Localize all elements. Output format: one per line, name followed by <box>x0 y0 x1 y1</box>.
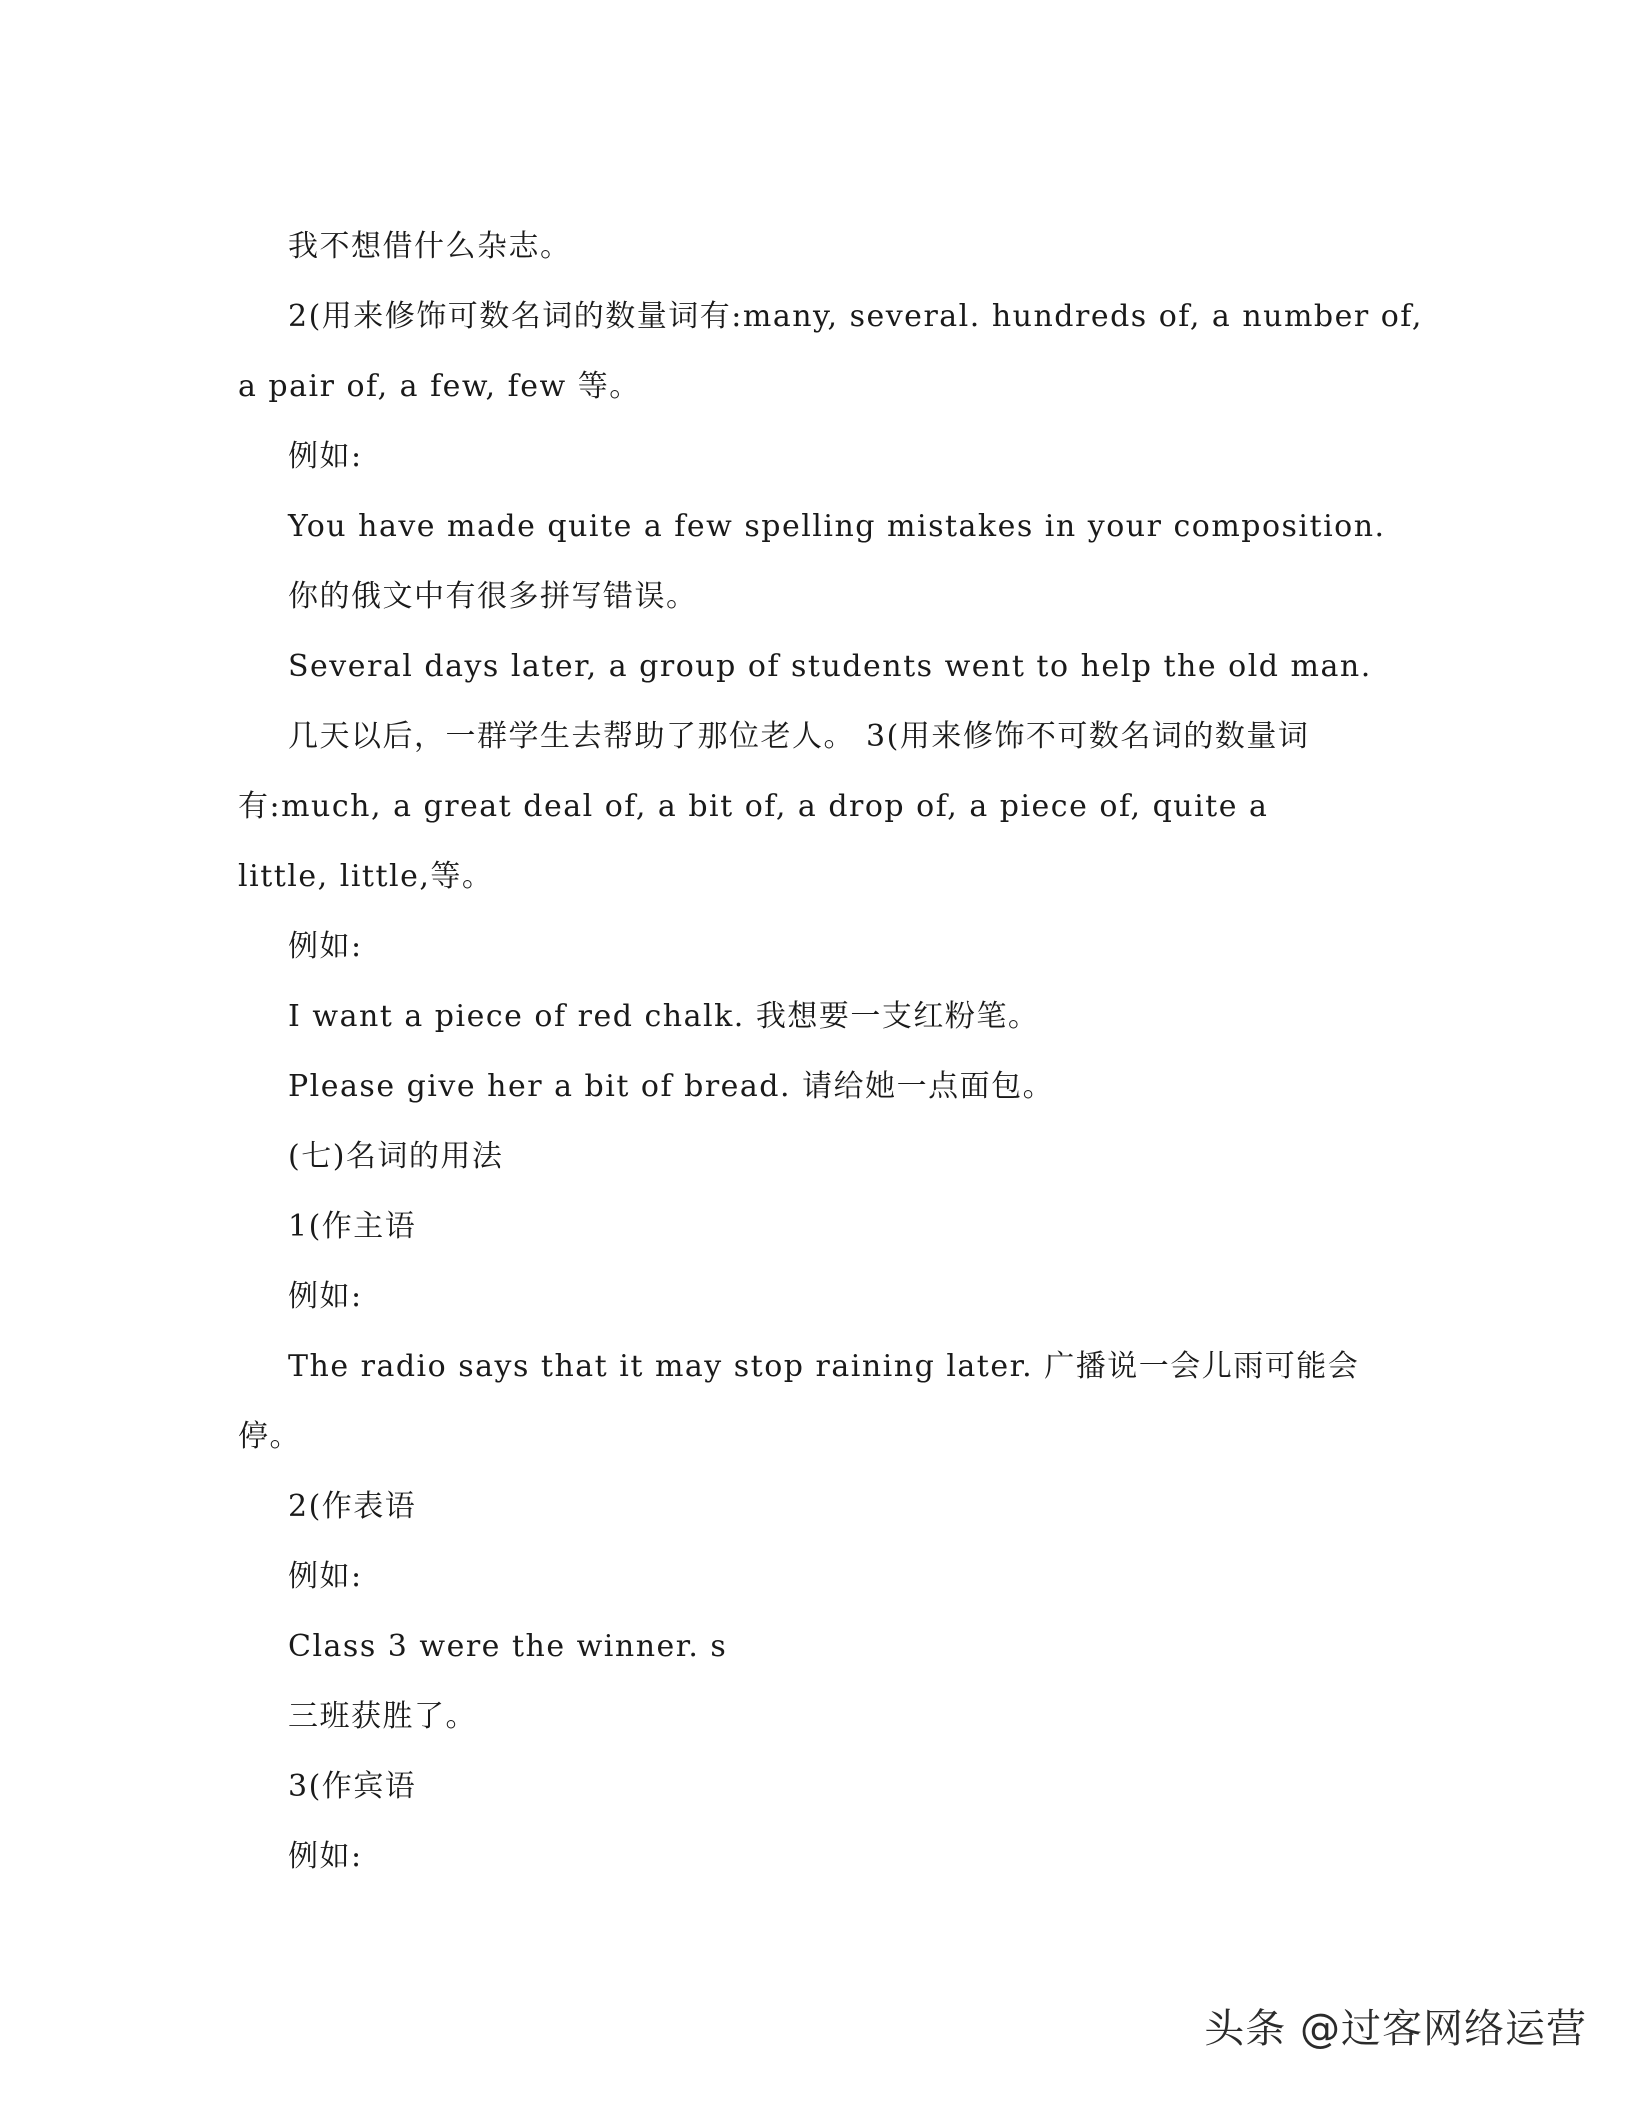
text-line: 2(作表语 <box>288 1489 417 1524</box>
document-body <box>238 212 1423 1892</box>
text-line: 例如: <box>288 1279 363 1314</box>
watermark: 头条 @过客网络运营 <box>1204 2006 1587 2052</box>
text-line: 例如: <box>288 1559 363 1594</box>
text-line: 例如: <box>288 439 363 474</box>
text-line: 几天以后，一群学生去帮助了那位老人。 3(用来修饰不可数名词的数量词 <box>288 719 1310 754</box>
text-line: 例如: <box>288 929 363 964</box>
text-line: 停。 <box>238 1419 301 1454</box>
text-line: The radio says that it may stop raining later. 广播说一会儿雨可能会 <box>288 1349 1360 1384</box>
text-line: I want a piece of red chalk. 我想要一支红粉笔。 <box>288 999 1040 1034</box>
text-line: 2(用来修饰可数名词的数量词有:many, several. hundreds of, a number of, <box>288 299 1423 334</box>
text-line: Please give her a bit of bread. 请给她一点面包。 <box>288 1069 1055 1104</box>
text-line: 例如: <box>288 1839 363 1874</box>
text-line: You have made quite a few spelling mistakes in your composition. <box>288 509 1386 544</box>
text-line: 你的俄文中有很多拼写错误。 <box>288 579 698 614</box>
section-heading: (七)名词的用法 <box>288 1139 504 1174</box>
text-line: Class 3 were the winner. s <box>288 1629 728 1664</box>
text-line: 三班获胜了。 <box>288 1699 477 1734</box>
text-line: 1(作主语 <box>288 1209 417 1244</box>
text-line: 我不想借什么杂志。 <box>288 229 572 264</box>
text-line: a pair of, a few, few 等。 <box>238 369 641 404</box>
text-line: little, little,等。 <box>238 859 494 894</box>
text-line: 3(作宾语 <box>288 1769 417 1804</box>
text-line: Several days later, a group of students went to help the old man. <box>288 649 1372 684</box>
text-line: 有:much, a great deal of, a bit of, a drop of, a piece of, quite a <box>238 789 1269 824</box>
